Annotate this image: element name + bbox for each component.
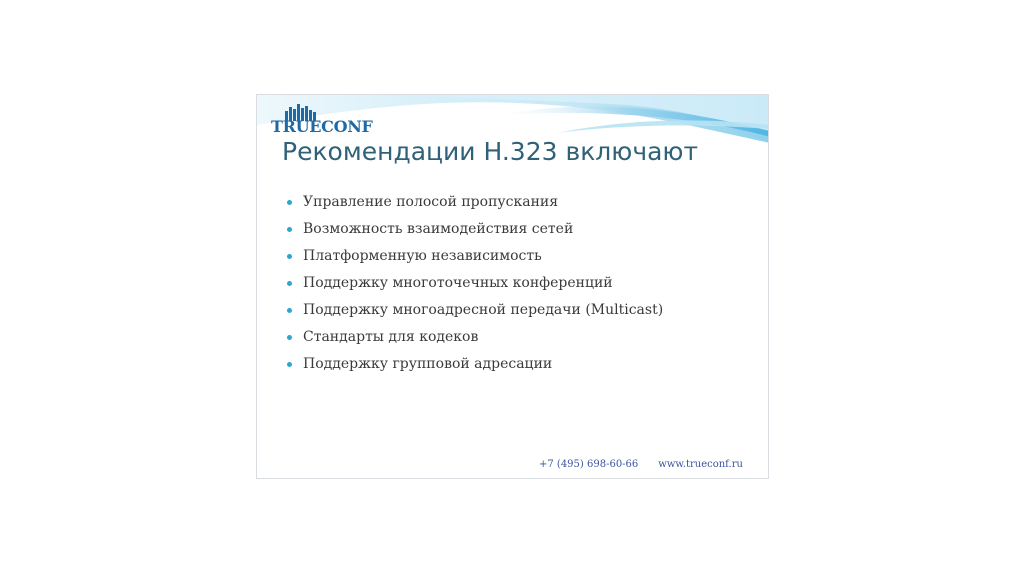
slide-footer <box>539 459 743 470</box>
bullet-dot-icon <box>287 335 292 340</box>
bullet-text: Стандарты для кодеков <box>303 329 479 345</box>
bullet-text: Возможность взаимодействия сетей <box>303 221 574 237</box>
list-item <box>287 301 663 328</box>
bullet-dot-icon <box>287 227 292 232</box>
list-item <box>287 355 663 382</box>
bullet-list <box>287 193 663 382</box>
slide-title: Рекомендации H.323 включают <box>282 137 699 166</box>
list-item <box>287 247 663 274</box>
bullet-dot-icon <box>287 362 292 367</box>
list-item <box>287 220 663 247</box>
presentation-slide <box>256 94 769 479</box>
bullet-text: Управление полосой пропускания <box>303 194 559 210</box>
list-item <box>287 328 663 355</box>
bullet-dot-icon <box>287 308 292 313</box>
bullet-text: Поддержку многоточечных конференций <box>303 275 613 291</box>
bullet-dot-icon <box>287 200 292 205</box>
logo-text: TRUECONF <box>271 117 373 136</box>
bullet-text: Поддержку многоадресной передачи (Multicast) <box>303 302 664 318</box>
list-item <box>287 193 663 220</box>
bullet-text: Платформенную независимость <box>303 248 542 264</box>
bullet-dot-icon <box>287 254 292 259</box>
footer-website-link[interactable]: www.trueconf.ru <box>658 459 743 470</box>
footer-phone: +7 (495) 698-60-66 <box>539 459 639 470</box>
list-item <box>287 274 663 301</box>
trueconf-logo <box>271 103 373 137</box>
bullet-dot-icon <box>287 281 292 286</box>
bullet-text: Поддержку групповой адресации <box>303 356 553 372</box>
